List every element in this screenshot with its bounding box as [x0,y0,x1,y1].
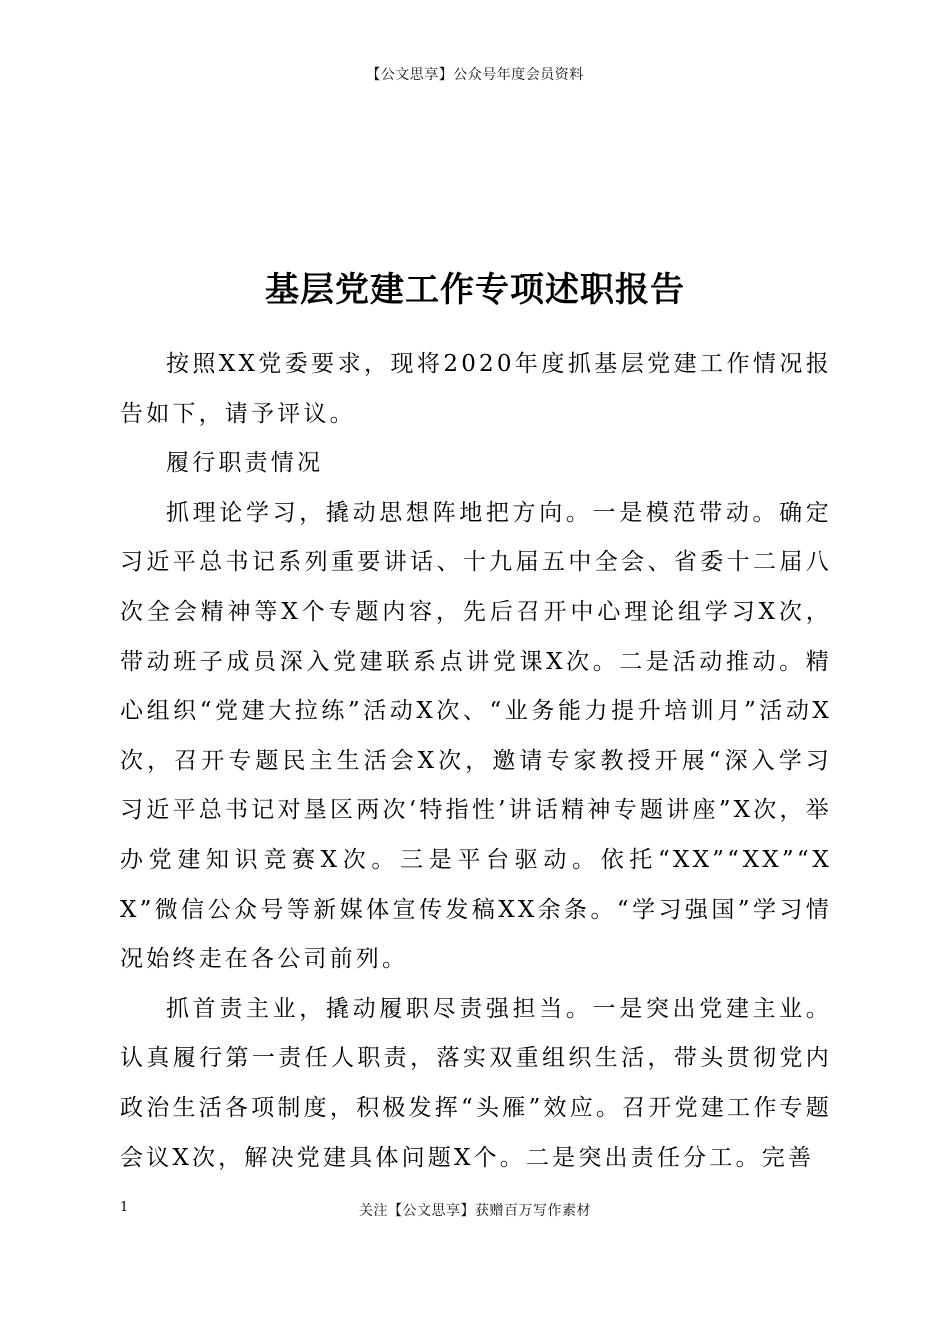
section-heading: 履行职责情况 [166,450,324,477]
paragraph-primary-duty: 抓首责主业，撬动履职尽责强担当。一是突出党建主业。认真履行第一责任人职责，落实双重组织生活，带头贯彻党内政治生活各项制度，积极发挥“头雁”效应。召开党建工作专题会议X次，解决党建具体问题X个。二是突出责任分工。完善 [120,995,832,1171]
footer-note: 关注【公文思享】获赠百万写作素材 [359,1203,591,1219]
paragraph-theory-study: 抓理论学习，撬动思想阵地把方向。一是模范带动。确定习近平总书记系列重要讲话、十九届五中全会、省委十二届八次全会精神等X个专题内容，先后召开中心理论组学习X次，带动班子成员深入党建联系点讲党课X次。二是活动推动。精心组织“党建大拉练”活动X次、“业务能力提升培训月”活动X次，召开专题民主生活会X次，邀请专家教授开展“深入学习习近平总书记对垦区两次‘特指性’讲话精神专题讲座”X次，举办党建知识竞赛X次。三是平台驱动。依托“XX”“XX”“XX”微信公众号等新媒体宣传发稿XX余条。“学习强国”学习情况始终走在各公司前列。 [120,499,832,973]
page-number: 1 [120,1200,129,1215]
document-title: 基层党建工作专项述职报告 [265,270,685,310]
header-note: 【公文思享】公众号年度会员资料 [366,67,584,83]
paragraph-intro: 按照XX党委要求，现将2020年度抓基层党建工作情况报告如下，请予评议。 [120,351,832,427]
document-body [120,340,832,1183]
